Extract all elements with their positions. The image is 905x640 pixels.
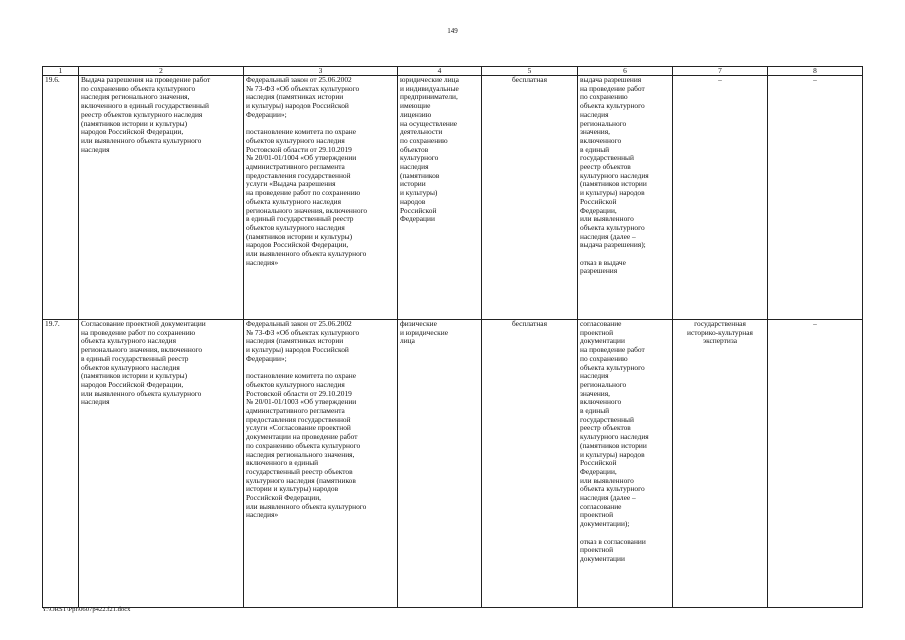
column-7-cell: – (673, 76, 768, 320)
table-row (43, 76, 863, 320)
result-cell: выдача разрешения на проведение работ по сохранению объекта культурного наследия регионального значения, включенного в единый государственный реестр объектов культурного наследия (памятников истории и культуры) народов Российской Федерации, или выявленного объекта культурного наследия (далее – выдача разрешения); отказ в выдаче разрешения (578, 76, 673, 320)
legal-basis-cell: Федеральный закон от 25.06.2002 № 73-ФЗ «Об объектах культурного наследия (памятниках истории и культуры) народов Российской Федерации»; постановление комитета по охране объектов культурного наследия Ростовской области от 29.10.2019 № 20/01-01/1003 «Об утверждении административного регламента предоставления государственной услуги «Согласование проектной документации на проведение работ по сохранению объекта культурного наследия регионального значения, включенного в единый государственный реестр объектов культурного наследия (памятников истории и культуры) народов Российской Федерации, или выявленного объекта культурного наследия» (244, 320, 398, 608)
column-header: 7 (673, 67, 768, 76)
row-number: 19.6. (43, 76, 79, 320)
column-8-cell: – (768, 320, 863, 608)
row-number: 19.7. (43, 320, 79, 608)
file-path-footer: Y:\ORST\Ppi\0607p422.f21.docx (42, 606, 131, 613)
column-header: 6 (578, 67, 673, 76)
recipients-cell: физические и юридические лица (398, 320, 482, 608)
service-name-cell: Выдача разрешения на проведение работ по сохранению объекта культурного наследия регионального значения, включенного в единый государственный реестр объектов культурного наследия (памятников истории и культуры) народов Российской Федерации, или выявленного объекта культурного наследия (79, 76, 244, 320)
column-header: 2 (79, 67, 244, 76)
column-header: 1 (43, 67, 79, 76)
page-number: 149 (447, 27, 458, 35)
fee-cell: бесплатная (482, 76, 578, 320)
column-header: 3 (244, 67, 398, 76)
table-header-row (43, 67, 863, 76)
service-name-cell: Согласование проектной документации на проведение работ по сохранению объекта культурного наследия регионального значения, включенного в единый государственный реестр объектов культурного наследия (памятников истории и культуры) народов Российской Федерации, или выявленного объекта культурного наследия (79, 320, 244, 608)
table-row (43, 320, 863, 608)
services-table (42, 66, 863, 608)
column-8-cell: – (768, 76, 863, 320)
column-header: 4 (398, 67, 482, 76)
column-7-cell: государственная историко-культурная экспертиза (673, 320, 768, 608)
result-cell: согласование проектной документации на проведение работ по сохранению объекта культурного наследия регионального значения, включенного в единый государственный реестр объектов культурного наследия (памятников истории и культуры) народов Российской Федерации, или выявленного объекта культурного наследия (далее – согласование проектной документации); отказ в согласовании проектной документации (578, 320, 673, 608)
column-header: 8 (768, 67, 863, 76)
recipients-cell: юридические лица и индивидуальные предприниматели, имеющие лицензию на осуществление деятельности по сохранению объектов культурного наследия (памятников истории и культуры) народов Российской Федерации (398, 76, 482, 320)
fee-cell: бесплатная (482, 320, 578, 608)
legal-basis-cell: Федеральный закон от 25.06.2002 № 73-ФЗ «Об объектах культурного наследия (памятниках истории и культуры) народов Российской Федерации»; постановление комитета по охране объектов культурного наследия Ростовской области от 29.10.2019 № 20/01-01/1004 «Об утверждении административного регламента предоставления государственной услуги «Выдача разрешения на проведение работ по сохранению объекта культурного наследия регионального значения, включенного в единый государственный реестр объектов культурного наследия (памятников истории и культуры) народов Российской Федерации, или выявленного объекта культурного наследия» (244, 76, 398, 320)
column-header: 5 (482, 67, 578, 76)
